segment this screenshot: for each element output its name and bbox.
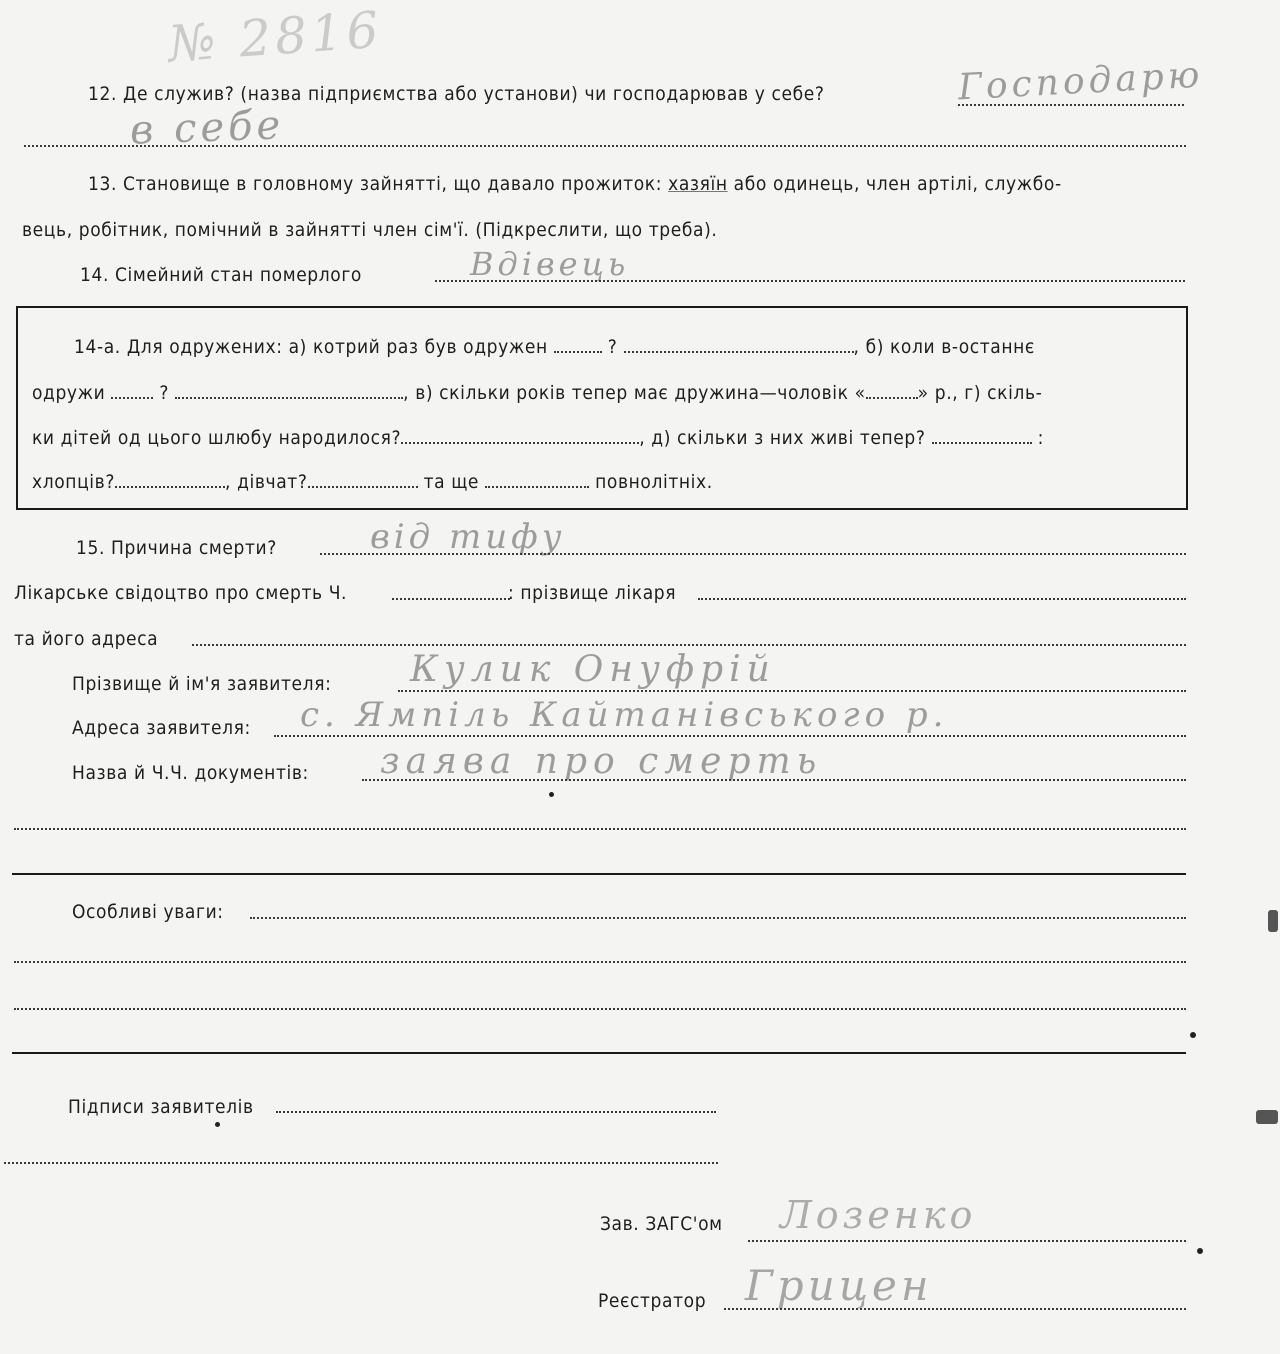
q13-underlined-choice: хазяїн <box>668 173 728 195</box>
paper-damage <box>1268 910 1278 932</box>
registry-head-signature: Лозенко <box>780 1193 977 1237</box>
doctor-address-line <box>192 644 1186 646</box>
signatures-label: Підписи заявителів <box>68 1096 254 1118</box>
signatures-line-2 <box>4 1162 718 1164</box>
applicant-address-label: Адреса заявителя: <box>72 717 251 739</box>
q12-answer-1: Господарю <box>957 54 1205 109</box>
registrar-signature: Грицен <box>745 1261 933 1310</box>
q13-line-1: 13. Становище в головному зайнятті, що давало прожиток: хазяїн або одинець, член артілі, службо- <box>88 173 1062 195</box>
q14a-line-4: хлопців? , дівчат? та ще повнолітніх. <box>32 471 713 493</box>
q12-answer-line-2 <box>24 145 1186 147</box>
doctor-address-label: та його адреса <box>14 628 159 650</box>
cert-number-line <box>392 598 510 600</box>
registry-head-line <box>748 1240 1186 1242</box>
applicant-address-value: с. Ямпіль Кайтанівського р. <box>300 695 949 735</box>
paper-damage <box>1256 1110 1278 1124</box>
notes-line-3 <box>14 1008 1186 1010</box>
notes-line-1 <box>250 917 1186 919</box>
signatures-line-1 <box>276 1111 716 1113</box>
section-divider-2 <box>12 1052 1186 1054</box>
doctor-label: : прізвище лікаря <box>508 582 677 604</box>
registrar-line <box>724 1308 1186 1310</box>
paper-speck <box>549 792 554 797</box>
q14-label: 14. Сімейний стан померлого <box>80 264 362 286</box>
q12-answer-line-1 <box>958 104 1184 106</box>
documents-label: Назва й Ч.Ч. документів: <box>72 762 309 784</box>
q15-answer: від тифу <box>370 517 566 557</box>
applicant-name-value: Кулик Онуфрій <box>410 649 776 690</box>
q12-label: 12. Де служив? (назва підприємства або установи) чи господарював у себе? <box>88 83 825 105</box>
cert-label: Лікарське свідоцтво про смерть Ч. <box>14 582 348 604</box>
q12-answer-2: в себе <box>129 102 285 154</box>
archive-number: № 2816 <box>166 0 385 74</box>
registry-head-label: Зав. ЗАГС'ом <box>600 1213 723 1235</box>
registrar-label: Реєстратор <box>598 1290 707 1312</box>
notes-line-2 <box>14 961 1186 963</box>
q14-answer: Вдівець <box>470 245 630 283</box>
q13-line-2: вець, робітник, помічний в зайнятті член сім'ї. (Підкреслити, що треба). <box>22 219 718 241</box>
applicant-name-label: Прізвище й ім'я заявителя: <box>72 673 332 695</box>
applicant-name-line <box>398 690 1186 692</box>
applicant-address-line <box>274 735 1186 737</box>
q15-answer-line <box>320 553 1186 555</box>
doctor-name-line <box>698 598 1186 600</box>
section-divider-1 <box>12 873 1186 875</box>
documents-line-1 <box>362 779 1186 781</box>
paper-speck <box>215 1122 220 1127</box>
paper-speck <box>1190 1032 1196 1038</box>
documents-line-2 <box>14 828 1186 830</box>
q14a-line-2: одружи ? , в) скільки років тепер має дружина—чоловік « » р., г) скіль- <box>32 382 1043 404</box>
q14-answer-line <box>435 280 1185 282</box>
notes-label: Особливі уваги: <box>72 901 224 923</box>
paper-speck <box>1197 1248 1203 1254</box>
documents-value: заява про смерть <box>380 741 823 782</box>
q15-label: 15. Причина смерти? <box>76 537 277 559</box>
q14a-line-1: 14-а. Для одружених: а) котрий раз був одружен ? , б) коли в-останнє <box>74 336 1035 358</box>
q14a-line-3: ки дітей од цього шлюбу народилося? , д) скільки з них живі тепер? : <box>32 427 1044 449</box>
